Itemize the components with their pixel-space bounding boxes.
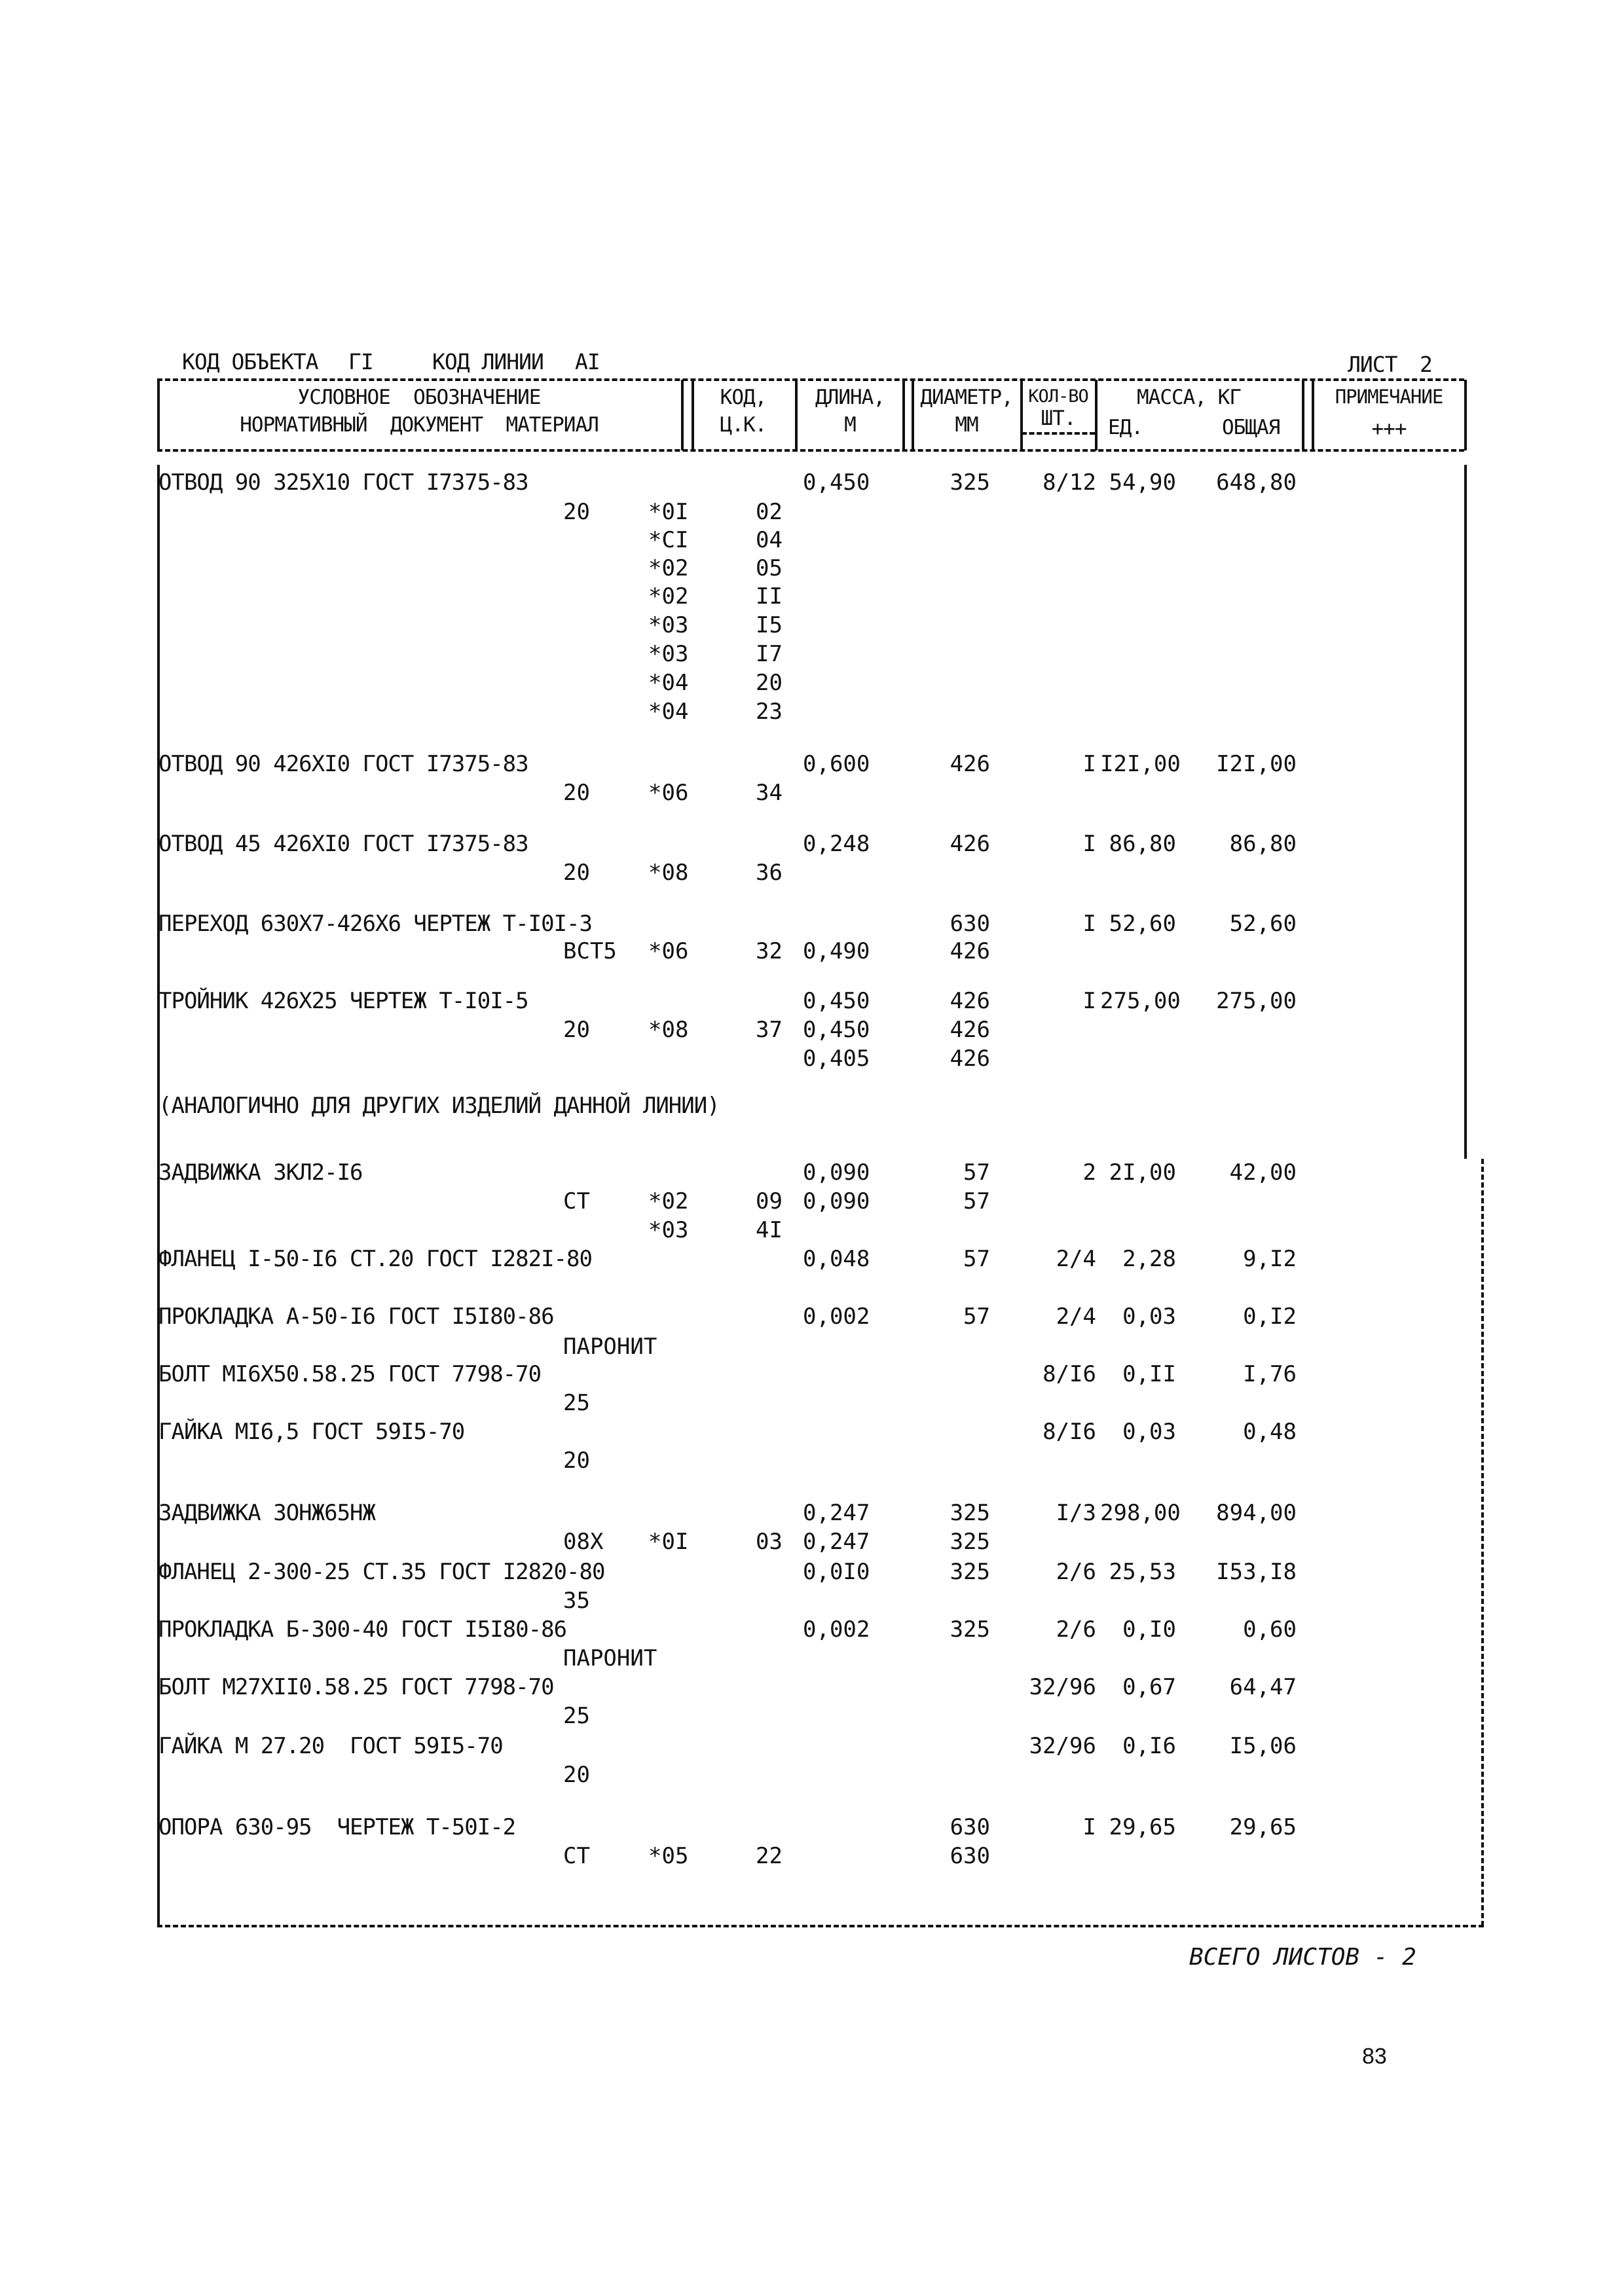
sheet-number: 2: [1420, 352, 1432, 377]
cell-material: 20: [563, 1017, 590, 1043]
cell-qty: 2/6: [1056, 1559, 1096, 1585]
cell-mass-unit: 25,53: [1109, 1559, 1176, 1585]
cell-title: БОЛТ МI6X50.58.25 ГОСТ 7798-70: [158, 1361, 542, 1387]
cell-code: *04: [648, 699, 689, 725]
cell-diameter: 630: [950, 1843, 990, 1869]
cell-material: СТ: [563, 1188, 590, 1214]
cell-title: ОТВОД 90 325X10 ГОСТ I7375-83: [158, 469, 528, 496]
cell-mass-unit: 275,00: [1100, 988, 1181, 1014]
header-top-rule: [157, 378, 1464, 381]
cell-ck: 09: [756, 1188, 783, 1214]
cell-mass-total: 0,60: [1243, 1616, 1297, 1643]
cell-title: ЗАДВИЖКА ЗКЛ2-I6: [158, 1159, 363, 1186]
body-right-border: [1481, 1159, 1484, 1926]
cell-ck: 32: [756, 938, 783, 964]
cell-ck: I5: [756, 612, 783, 638]
cell-material: 25: [563, 1703, 590, 1729]
cell-length: 0,450: [803, 988, 870, 1014]
cell-material: ПАРОНИТ: [563, 1645, 657, 1671]
header-mass-total: ОБЩАЯ: [1222, 416, 1280, 439]
cell-title: ФЛАНЕЦ 2-300-25 СТ.35 ГОСТ I2820-80: [158, 1559, 605, 1585]
qty-cell-rule: [1022, 432, 1095, 435]
cell-ck: 20: [756, 670, 783, 696]
cell-code: *03: [648, 612, 689, 638]
cell-qty: 32/96: [1029, 1733, 1096, 1759]
cell-mass-total: 42,00: [1229, 1159, 1297, 1186]
cell-length: 0,450: [803, 1017, 870, 1043]
cell-title: БОЛТ М27XII0.58.25 ГОСТ 7798-70: [158, 1674, 554, 1700]
page-number: 83: [1362, 2044, 1387, 2069]
cell-code: *04: [648, 670, 689, 696]
cell-material: 35: [563, 1588, 590, 1614]
cell-material: 20: [563, 1762, 590, 1788]
cell-diameter: 426: [950, 1046, 990, 1072]
line-code-label: КОД ЛИНИИ: [432, 349, 544, 374]
header-document-material: НОРМАТИВНЫЙ ДОКУМЕНТ МАТЕРИАЛ: [240, 413, 599, 437]
cell-mass-unit: 0,03: [1122, 1303, 1176, 1330]
cell-diameter: 57: [963, 1188, 990, 1214]
cell-title: ГАЙКА МI6,5 ГОСТ 59I5-70: [158, 1419, 465, 1445]
cell-mass-total: 894,00: [1216, 1500, 1297, 1526]
cell-ck: 23: [756, 699, 783, 725]
cell-mass-total: 29,65: [1229, 1814, 1297, 1840]
cell-length: 0,048: [803, 1246, 870, 1272]
sheet-label: ЛИСТ: [1348, 352, 1397, 377]
cell-code: *06: [648, 938, 689, 964]
cell-length: 0,600: [803, 751, 870, 777]
cell-mass-unit: I2I,00: [1100, 751, 1181, 777]
cell-mass-total: 0,48: [1243, 1419, 1297, 1445]
cell-qty: I/3: [1056, 1500, 1096, 1526]
cell-mass-unit: 0,I0: [1122, 1616, 1176, 1643]
cell-length: 0,090: [803, 1159, 870, 1186]
cell-mass-unit: 2I,00: [1109, 1159, 1176, 1186]
header-mass: МАССА, КГ: [1137, 386, 1241, 409]
cell-qty: I: [1082, 1814, 1096, 1840]
cell-title: ТРОЙНИК 426X25 ЧЕРТЕЖ Т-I0I-5: [158, 988, 528, 1014]
cell-code: *02: [648, 583, 689, 610]
cell-mass-unit: 29,65: [1109, 1814, 1176, 1840]
cell-code: *03: [648, 641, 689, 667]
header-note: ПРИМЕЧАНИЕ: [1335, 386, 1443, 408]
cell-code: *08: [648, 1017, 689, 1043]
cell-title: ОТВОД 45 426XI0 ГОСТ I7375-83: [158, 831, 528, 857]
cell-mass-total: 648,80: [1216, 469, 1297, 496]
cell-diameter: 630: [950, 911, 990, 937]
cell-length: 0,248: [803, 831, 870, 857]
cell-diameter: 426: [950, 751, 990, 777]
cell-diameter: 325: [950, 469, 990, 496]
body-bottom-rule: [157, 1925, 1484, 1927]
cell-qty: 32/96: [1029, 1674, 1096, 1700]
cell-code: *02: [648, 1188, 689, 1214]
header-diameter: ДИАМЕТР,: [920, 386, 1013, 409]
header-right-border: [1464, 380, 1467, 450]
cell-diameter: 325: [950, 1559, 990, 1585]
cell-qty: 8/I6: [1043, 1419, 1096, 1445]
cell-title: ПЕРЕХОД 630X7-426X6 ЧЕРТЕЖ Т-I0I-3: [158, 911, 592, 937]
cell-mass-unit: 0,67: [1122, 1674, 1176, 1700]
cell-qty: 2: [1082, 1159, 1096, 1186]
cell-qty: 8/I6: [1043, 1361, 1096, 1387]
cell-diameter: 630: [950, 1814, 990, 1840]
cell-ck: 4I: [756, 1217, 783, 1243]
cell-qty: I: [1082, 911, 1096, 937]
cell-qty: 2/4: [1056, 1303, 1096, 1330]
cell-ck: 04: [756, 527, 783, 553]
cell-length: 0,002: [803, 1303, 870, 1330]
header-note-marks: +++: [1371, 417, 1407, 441]
cell-material: 20: [563, 1448, 590, 1474]
cell-diameter: 57: [963, 1246, 990, 1272]
header-left-border: [157, 380, 160, 450]
cell-mass-total: 86,80: [1229, 831, 1297, 857]
cell-ck: I7: [756, 641, 783, 667]
cell-ck: 02: [756, 499, 783, 525]
cell-material: 20: [563, 780, 590, 806]
cell-mass-total: 0,I2: [1243, 1303, 1297, 1330]
body-right-border: [1464, 465, 1467, 1159]
cell-mass-unit: 0,I6: [1122, 1733, 1176, 1759]
cell-qty: 8/12: [1043, 469, 1096, 496]
cell-ck: 37: [756, 1017, 783, 1043]
cell-mass-total: 64,47: [1229, 1674, 1297, 1700]
cell-qty: I: [1082, 751, 1096, 777]
cell-material: 25: [563, 1390, 590, 1416]
cell-diameter: 325: [950, 1616, 990, 1643]
cell-diameter: 426: [950, 831, 990, 857]
cell-qty: 2/4: [1056, 1246, 1096, 1272]
cell-title: ПРОКЛАДКА А-50-I6 ГОСТ I5I80-86: [158, 1303, 554, 1330]
cell-length: 0,090: [803, 1188, 870, 1214]
cell-title: ФЛАНЕЦ I-50-I6 СТ.20 ГОСТ I282I-80: [158, 1246, 592, 1272]
cell-mass-total: I2I,00: [1216, 751, 1297, 777]
cell-mass-unit: 86,80: [1109, 831, 1176, 857]
cell-title: ГАЙКА М 27.20 ГОСТ 59I5-70: [158, 1733, 503, 1759]
cell-material: ПАРОНИТ: [563, 1334, 657, 1360]
cell-mass-total: 275,00: [1216, 988, 1297, 1014]
cell-length: 0,247: [803, 1500, 870, 1526]
cell-mass-unit: 298,00: [1100, 1500, 1181, 1526]
cell-mass-unit: 0,03: [1122, 1419, 1176, 1445]
cell-code: *05: [648, 1843, 689, 1869]
header-code: КОД,: [720, 386, 767, 409]
cell-ck: 05: [756, 555, 783, 581]
header-bottom-rule: [157, 449, 1464, 452]
cell-material: 20: [563, 499, 590, 525]
header-length: ДЛИНА,: [815, 386, 885, 409]
cell-title: ОПОРА 630-95 ЧЕРТЕЖ Т-50I-2: [158, 1814, 516, 1840]
header-divider: [902, 380, 905, 450]
header-divider: [1302, 380, 1304, 450]
cell-mass-unit: 0,II: [1122, 1361, 1176, 1387]
cell-material: 20: [563, 860, 590, 886]
cell-code: *0I: [648, 1529, 689, 1555]
cell-diameter: 426: [950, 1017, 990, 1043]
header-mass-unit: ЕД.: [1108, 416, 1143, 439]
cell-code: *08: [648, 860, 689, 886]
cell-diameter: 325: [950, 1500, 990, 1526]
object-code-label: КОД ОБЪЕКТА: [182, 349, 318, 374]
cell-material: СТ: [563, 1843, 590, 1869]
object-code-value: ГI: [348, 349, 373, 374]
cell-length: 0,490: [803, 938, 870, 964]
cell-length: 0,247: [803, 1529, 870, 1555]
cell-title: (АНАЛОГИЧНО ДЛЯ ДРУГИХ ИЗДЕЛИЙ ДАННОЙ ЛИНИИ): [158, 1093, 720, 1119]
header-divider: [681, 380, 684, 450]
header-divider: [1095, 380, 1098, 450]
cell-diameter: 325: [950, 1529, 990, 1555]
cell-length: 0,405: [803, 1046, 870, 1072]
cell-length: 0,002: [803, 1616, 870, 1643]
cell-mass-total: I5,06: [1229, 1733, 1297, 1759]
header-qty-unit: ШТ.: [1041, 407, 1076, 430]
header-ck: Ц.К.: [720, 413, 767, 437]
cell-qty: 2/6: [1056, 1616, 1096, 1643]
cell-mass-unit: 54,90: [1109, 469, 1176, 496]
cell-ck: 34: [756, 780, 783, 806]
cell-material: 08X: [563, 1529, 604, 1555]
cell-mass-total: 52,60: [1229, 911, 1297, 937]
cell-mass-total: I,76: [1243, 1361, 1297, 1387]
cell-code: *02: [648, 555, 689, 581]
cell-title: ПРОКЛАДКА Б-300-40 ГОСТ I5I80-86: [158, 1616, 567, 1643]
cell-code: *0I: [648, 499, 689, 525]
header-diameter-unit: ММ: [955, 413, 978, 437]
cell-diameter: 57: [963, 1159, 990, 1186]
cell-mass-total: I53,I8: [1216, 1559, 1297, 1585]
cell-material: ВСТ5: [563, 938, 617, 964]
cell-ck: II: [756, 583, 783, 610]
cell-length: 0,0I0: [803, 1559, 870, 1585]
cell-ck: 22: [756, 1843, 783, 1869]
header-qty: КОЛ-ВО: [1028, 386, 1088, 407]
body-left-border: [157, 465, 160, 1926]
cell-code: *06: [648, 780, 689, 806]
cell-qty: I: [1082, 988, 1096, 1014]
cell-diameter: 57: [963, 1303, 990, 1330]
cell-code: *CI: [648, 527, 689, 553]
cell-diameter: 426: [950, 988, 990, 1014]
cell-qty: I: [1082, 831, 1096, 857]
cell-code: *03: [648, 1217, 689, 1243]
total-sheets: ВСЕГО ЛИСТОВ - 2: [1189, 1944, 1416, 1971]
cell-ck: 36: [756, 860, 783, 886]
header-length-unit: М: [844, 413, 856, 437]
cell-mass-unit: 2,28: [1122, 1246, 1176, 1272]
cell-title: ОТВОД 90 426XI0 ГОСТ I7375-83: [158, 751, 528, 777]
cell-diameter: 426: [950, 938, 990, 964]
cell-title: ЗАДВИЖКА ЗОНЖ65НЖ: [158, 1500, 375, 1526]
cell-mass-unit: 52,60: [1109, 911, 1176, 937]
cell-mass-total: 9,I2: [1243, 1246, 1297, 1272]
cell-length: 0,450: [803, 469, 870, 496]
line-code-value: AI: [575, 349, 600, 374]
header-designation: УСЛОВНОЕ ОБОЗНАЧЕНИЕ: [297, 386, 541, 409]
cell-ck: 03: [756, 1529, 783, 1555]
